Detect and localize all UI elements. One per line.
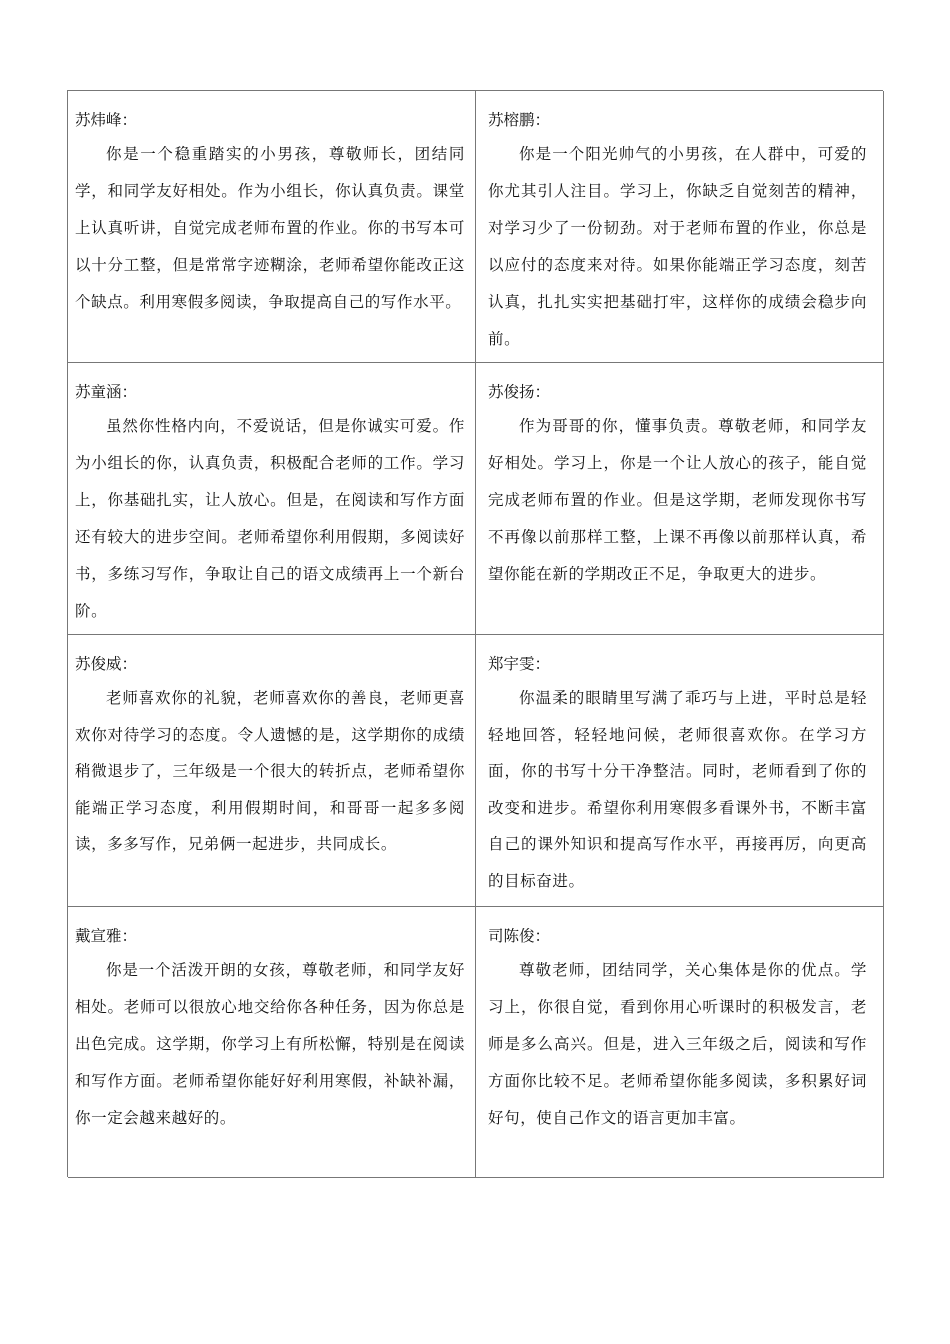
comments-table (67, 90, 883, 1177)
student-name: 戴宣雅： (75, 927, 138, 945)
student-comment: 尊敬老师，团结同学，关心集体是你的优点。学习上，你很自觉，看到你用心听课时的积极发言，老师是多么高兴。但是，进入三年级之后，阅读和写作方面你比较不足。老师希望你能多阅读，多积累好词好句，使自己作文的语言更加丰富。 (488, 961, 867, 1127)
student-comment: 你是一个活泼开朗的女孩，尊敬老师，和同学友好相处。老师可以很放心地交给你各种任务，因为你总是出色完成。这学期，你学习上有所松懈，特别是在阅读和写作方面。老师希望你能好好利用寒假，补缺补漏，你一定会越来越好的。 (75, 961, 465, 1127)
student-comment: 虽然你性格内向，不爱说话，但是你诚实可爱。作为小组长的你，认真负责，积极配合老师的工作。学习上，你基础扎实，让人放心。但是，在阅读和写作方面还有较大的进步空间。老师希望你利用假期，多阅读好书，多练习写作，争取让自己的语文成绩再上一个新台阶。 (75, 417, 465, 620)
student-cell (476, 907, 884, 1178)
student-cell (68, 363, 476, 635)
student-cell (476, 91, 884, 363)
student-name: 司陈俊： (488, 927, 551, 945)
student-cell (476, 635, 884, 907)
student-name: 郑宇雯： (488, 655, 551, 673)
student-cell (68, 907, 476, 1178)
student-name: 苏俊威： (75, 655, 138, 673)
student-cell (68, 635, 476, 907)
student-name: 苏炜峰： (75, 111, 138, 129)
student-comment: 老师喜欢你的礼貌，老师喜欢你的善良，老师更喜欢你对待学习的态度。令人遗憾的是，这学期你的成绩稍微退步了，三年级是一个很大的转折点，老师希望你能端正学习态度，利用假期时间，和哥哥一起多多阅读，多多写作，兄弟俩一起进步，共同成长。 (75, 689, 465, 853)
student-cell (476, 363, 884, 635)
student-name: 苏俊扬： (488, 383, 551, 401)
student-comment: 你是一个稳重踏实的小男孩，尊敬师长，团结同学，和同学友好相处。作为小组长，你认真负责。课堂上认真听讲，自觉完成老师布置的作业。你的书写本可以十分工整，但是常常字迹糊涂，老师希望你能改正这个缺点。利用寒假多阅读，争取提高自己的写作水平。 (75, 145, 465, 311)
student-name: 苏童涵： (75, 383, 138, 401)
student-comment: 你是一个阳光帅气的小男孩，在人群中，可爱的你尤其引人注目。学习上，你缺乏自觉刻苦的精神，对学习少了一份韧劲。对于老师布置的作业，你总是以应付的态度来对待。如果你能端正学习态度，刻苦认真，扎扎实实把基础打牢，这样你的成绩会稳步向前。 (488, 145, 867, 348)
student-comment: 你温柔的眼睛里写满了乖巧与上进，平时总是轻轻地回答，轻轻地问候，老师很喜欢你。在学习方面，你的书写十分干净整洁。同时，老师看到了你的改变和进步。希望你利用寒假多看课外书，不断丰富自己的课外知识和提高写作水平，再接再厉，向更高的目标奋进。 (488, 689, 867, 890)
student-comment: 作为哥哥的你，懂事负责。尊敬老师，和同学友好相处。学习上，你是一个让人放心的孩子，能自觉完成老师布置的作业。但是这学期，老师发现你书写不再像以前那样工整，上课不再像以前那样认真，希望你能在新的学期改正不足，争取更大的进步。 (488, 417, 867, 583)
student-name: 苏榕鹏： (488, 111, 551, 129)
student-cell (68, 91, 476, 363)
